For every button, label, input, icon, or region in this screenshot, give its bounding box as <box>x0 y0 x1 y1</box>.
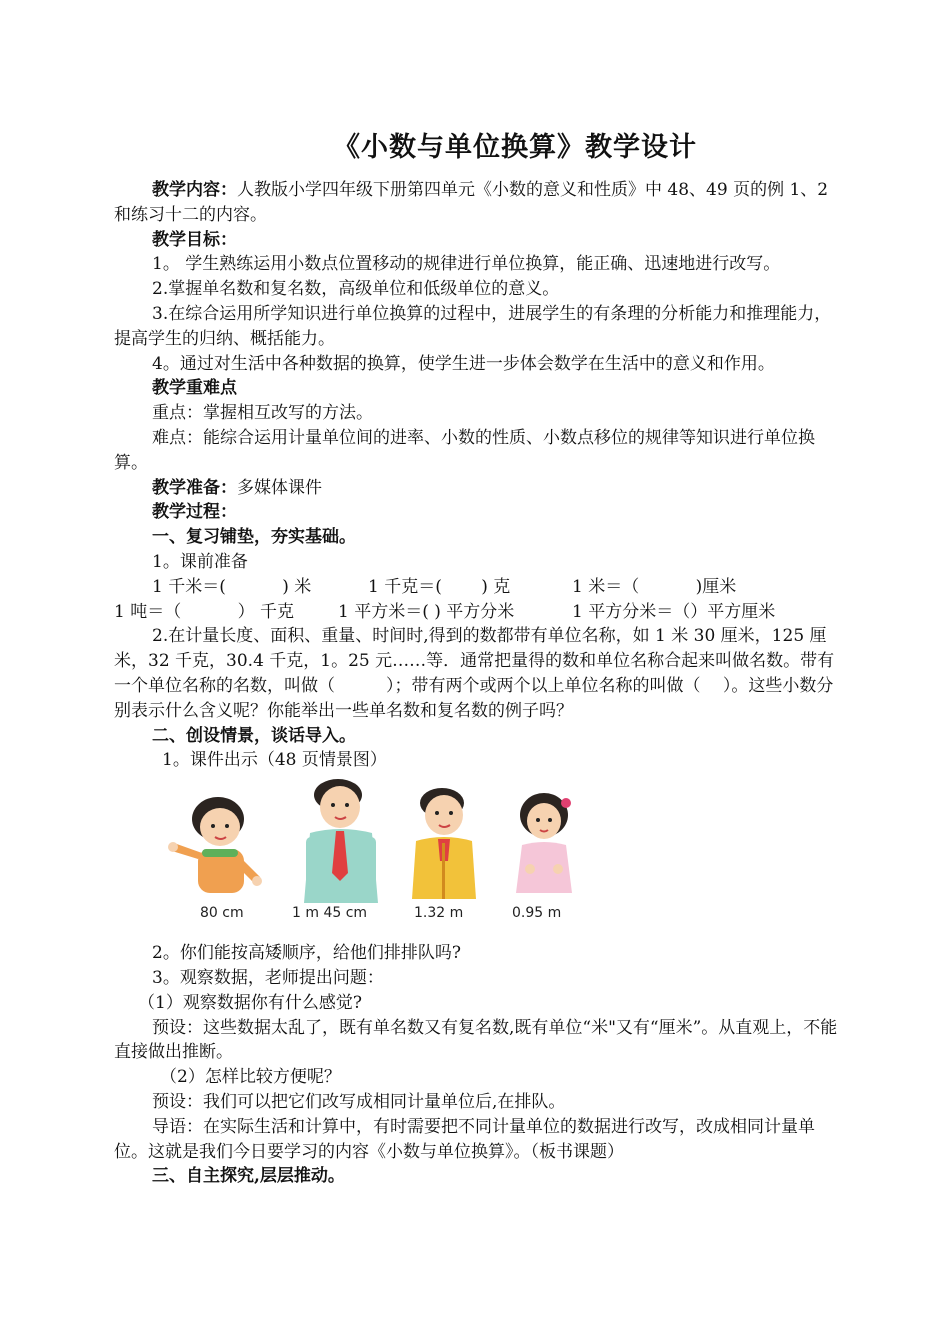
kid-height-label-2: 1 m 45 cm <box>292 905 368 922</box>
conv-m2: 1 平方米＝( ) 平方分米 <box>338 601 515 622</box>
question-1: （1）观察数据你有什么感觉? <box>138 992 362 1013</box>
section-3-heading: 三、自主探究,层层推动。 <box>152 1166 345 1187</box>
conv-kg: 1 千克＝( ) 克 <box>368 576 511 597</box>
kid-height-label-1: 80 cm <box>200 905 244 922</box>
document-page <box>114 128 840 1189</box>
document-title: 《小数与单位换算》教学设计 <box>333 132 697 163</box>
girl-orange-illustration <box>168 793 278 903</box>
conv-m: 1 米＝（ )厘米 <box>572 576 737 597</box>
s2-item-2: 2。你们能按高矮顺序，给他们排排队吗? <box>152 943 461 964</box>
goal-3: 3.在综合运用所学知识进行单位换算的过程中，进展学生的有条理的分析能力和推理能力，提高学生的归纳、概括能力。 <box>114 303 832 349</box>
teaching-content <box>114 178 840 228</box>
preparation: 教学准备：多媒体课件 <box>152 477 322 498</box>
section-1-heading: 一、复习铺垫，夯实基础。 <box>152 527 356 548</box>
boy-yellow-illustration <box>402 785 486 905</box>
boy-cyan-illustration <box>292 777 388 905</box>
s1-item-1: 1。课前准备 <box>152 551 248 572</box>
question-2: （2）怎样比较方便呢？ <box>160 1067 341 1088</box>
answer-2: 预设：我们可以把它们改写成相同计量单位后,在排队。 <box>152 1091 566 1112</box>
conv-dm2: 1 平方分米＝（）平方厘米 <box>572 601 776 622</box>
s1-item-2: 2.在计量长度、面积、重量、时间时,得到的数都带有单位名称，如 1 米 30 厘米，125 厘米，32 千克，30.4 千克，1。25 元……等．通常把量得的数和单位名称合起来叫做名数。带有一个单位名称的名数，叫做（ ）；带有两个或两个以上单位名称的叫做（ ）。这些小数分别表示什么含义呢？你能举出一些单名数和复名数的例子吗？ <box>114 626 835 721</box>
scene-figure <box>114 777 840 939</box>
guide-text: 导语：在实际生活和计算中，有时需要把不同计量单位的数据进行改写，改成相同计量单位。这就是我们今日要学习的内容《小数与单位换算》。（板书课题） <box>114 1116 815 1162</box>
kid-height-label-4: 0.95 m <box>512 905 562 922</box>
goals-heading: 教学目标： <box>152 229 237 250</box>
conversion-row-2 <box>114 600 840 625</box>
kid-height-label-3: 1.32 m <box>414 905 464 922</box>
goal-1: 1。 学生熟练运用小数点位置移动的规律进行单位换算，能正确、迅速地进行改写。 <box>152 254 781 275</box>
s2-item-1: 1。课件出示（48 页情景图） <box>162 750 387 771</box>
key-heading: 教学重难点 <box>152 378 237 399</box>
difficult-point: 难点：能综合运用计量单位间的进率、小数的性质、小数点移位的规律等知识进行单位换算。 <box>114 427 815 473</box>
s2-item-3: 3。观察数据，老师提出问题： <box>152 967 384 988</box>
content-label: 教学内容： <box>152 180 237 200</box>
section-2-heading: 二、创设情景，谈话导入。 <box>152 725 356 746</box>
key-point: 重点：掌握相互改写的方法。 <box>152 403 373 424</box>
conv-km: 1 千米＝( ) 米 <box>152 576 312 597</box>
goal-4: 4。通过对生活中各种数据的换算，使学生进一步体会数学在生活中的意义和作用。 <box>152 353 775 374</box>
girl-pink-illustration <box>508 789 580 901</box>
content-text: 人教版小学四年级下册第四单元《小数的意义和性质》中 48、49 页的例 1、2 和练习十二的内容。 <box>114 180 829 225</box>
answer-1: 预设：这些数据太乱了，既有单名数又有复名数,既有单位“米"又有“厘米”。从直观上，不能直接做出推断。 <box>114 1017 838 1063</box>
conv-t: 1 吨＝（ ） 千克 <box>114 601 295 622</box>
goal-2: 2.掌握单名数和复名数，高级单位和低级单位的意义。 <box>152 279 560 300</box>
process-heading: 教学过程： <box>152 502 237 523</box>
conversion-row-1 <box>114 575 840 600</box>
